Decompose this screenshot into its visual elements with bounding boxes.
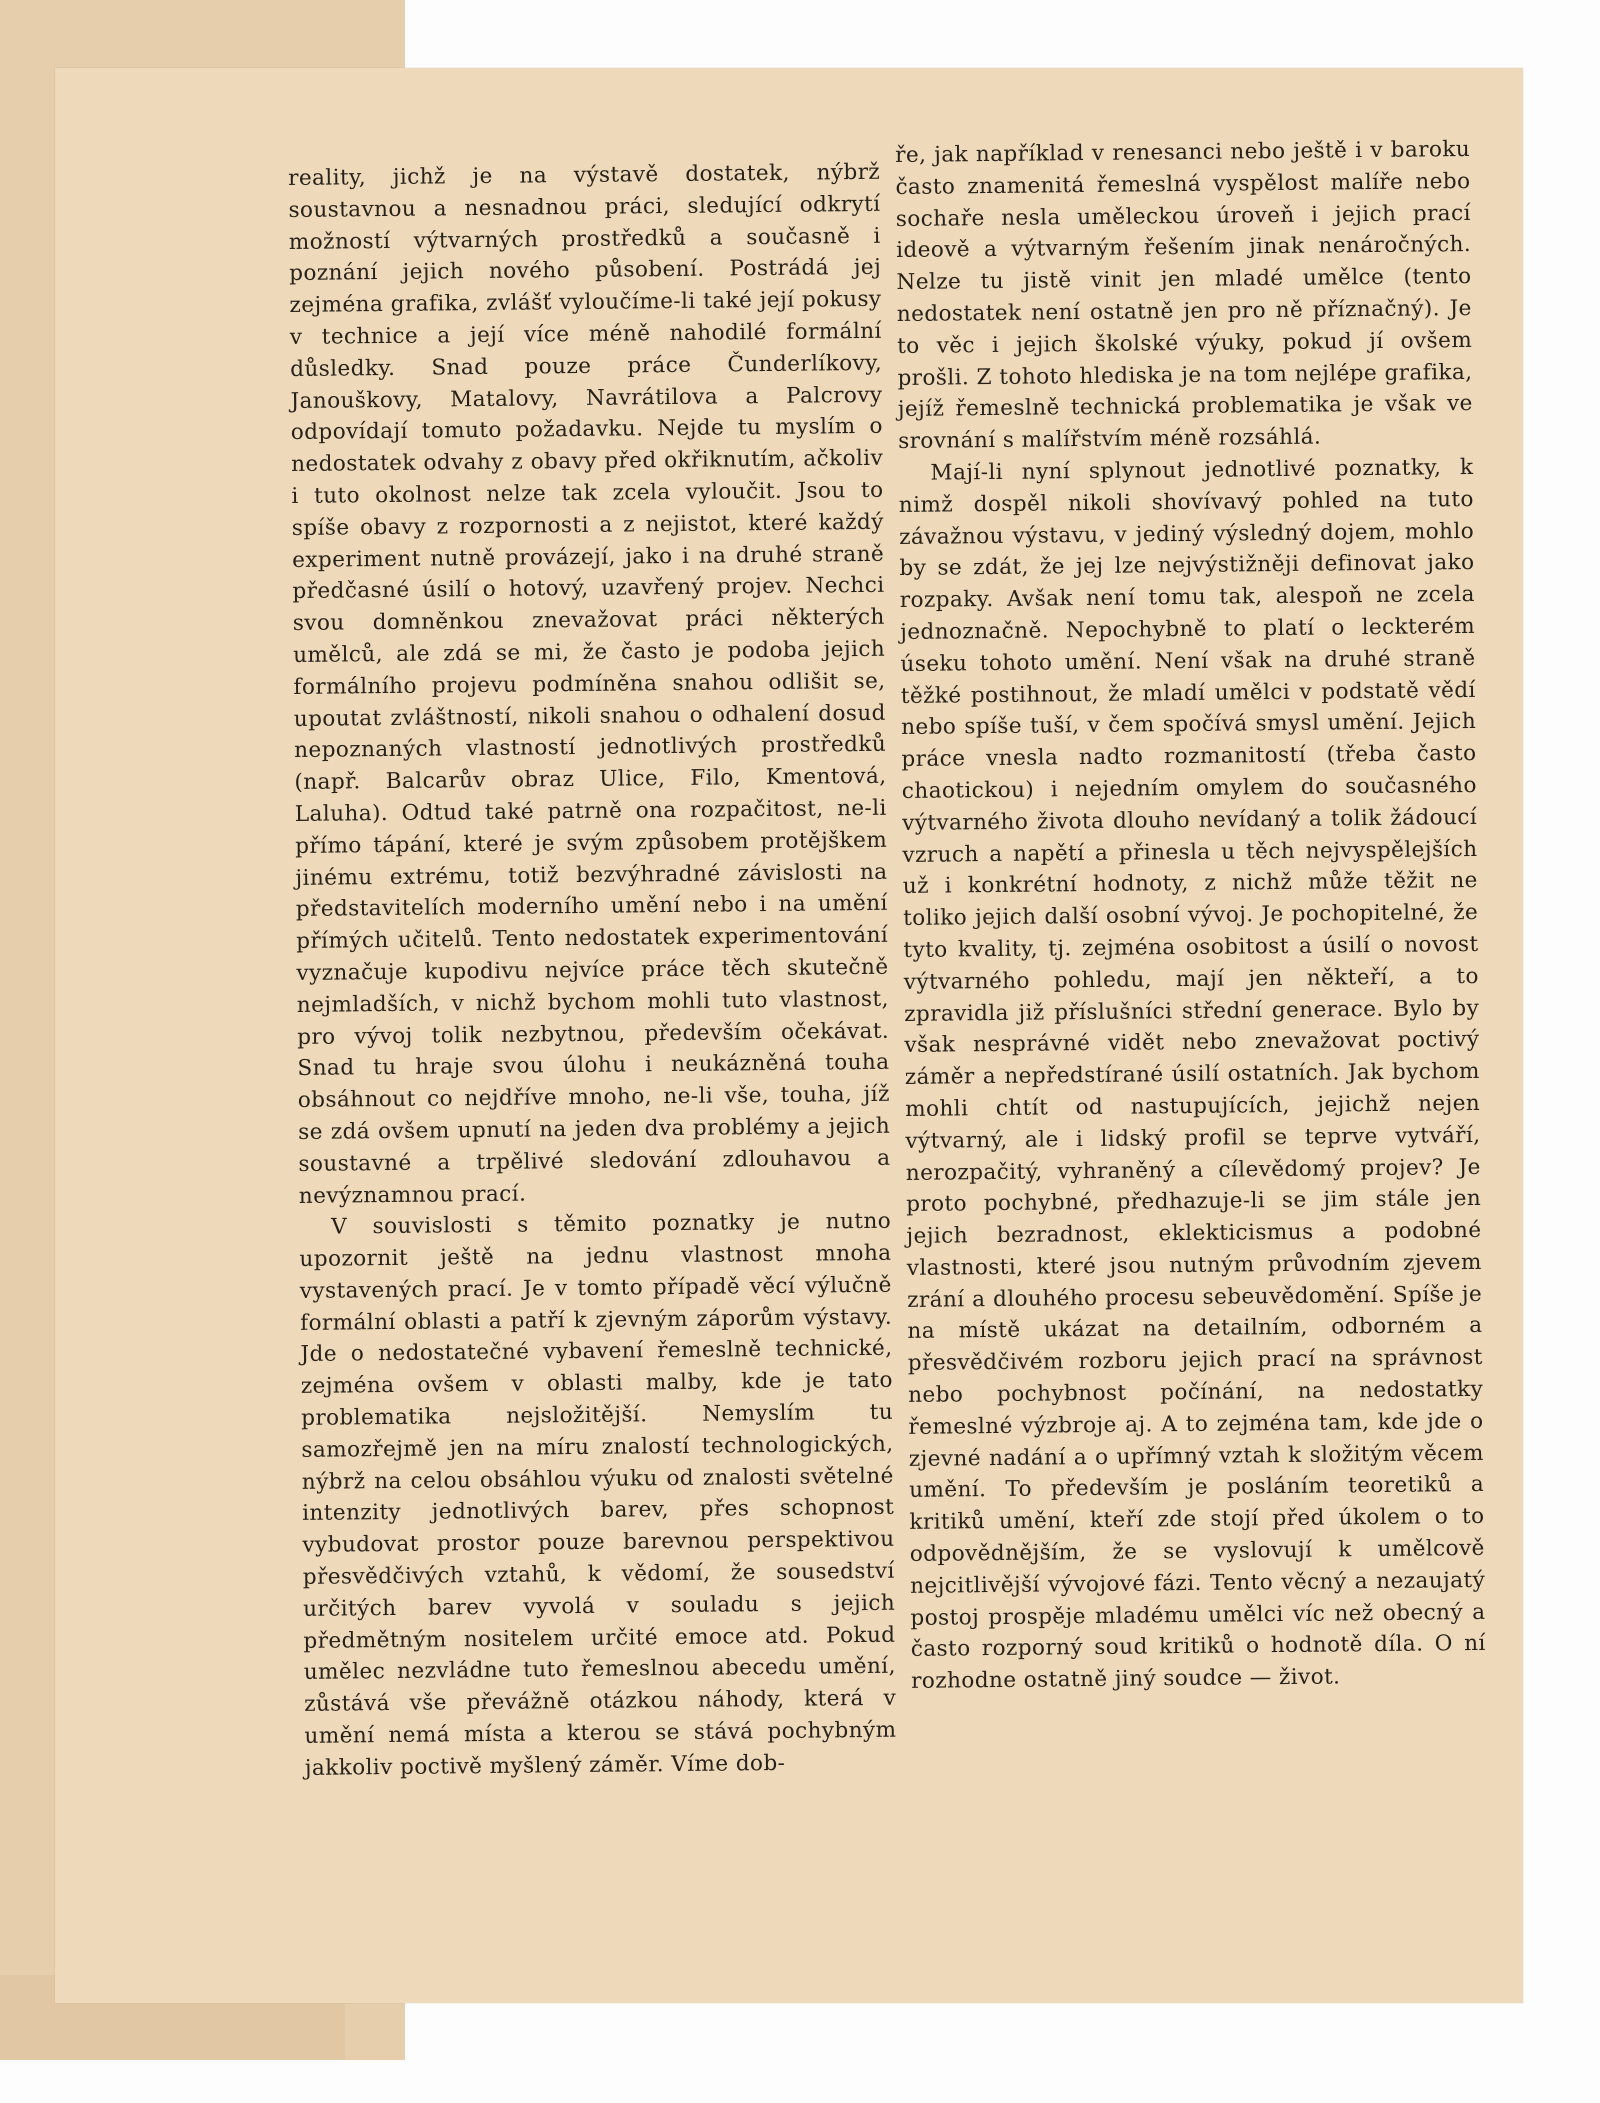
paragraph: Mají-li nyní splynout jednotlivé poznatky, k nimž dospěl nikoli shovívavý pohled na tuto závažnou výstavu, v jediný výsledný dojem, mohlo by se zdát, že jej lze nejvýstižněji definovat jako rozpaky. Avšak není tomu tak, alespoň ne zcela jednoznačně. Nepochybně to platí o leckterém úseku tohoto umění. Není však na druhé straně těžké postihnout, že mladí umělci v podstatě vědí nebo spíše tuší, v čem spočívá smysl umění. Jejich práce vnesla nadto rozmanitostí (třeba často chaotickou) i nejedním omylem do současného výtvarného života dlouho nevídaný a tolik žádoucí vzruch a napětí a přinesla u těch nejvyspělejších už i konkrétní hodnoty, z nichž může těžit ne toliko jejich další osobní vývoj. Je pochopitelné, že tyto kvality, tj. zejména osobitost a úsilí o novost výtvarného pohledu, mají jen někteří, a to zpravidla již příslušníci střední generace. Bylo by však nesprávné vidět nebo znevažovat poctivý záměr a nepředstírané úsilí ostatních. Jak bychom mohli chtít od nastupujících, jejichž nejen výtvarný, ale i lidský profil se teprve vytváří, nerozpačitý, vyhraněný a cílevědomý projev? Je proto pochybné, předhazuje-li se jim stále jen jejich bezradnost, eklekticismus a podobné vlastnosti, které jsou nutným průvodním zjevem zrání a dlouhého procesu sebeuvědomění. Spíše je na místě ukázat na detailním, odborném a přesvědčivém rozboru jejich prací na správnost nebo pochybnost počínání, na nedostatky řemeslné výzbroje aj. A to zejména tam, kde jde o zjevné nadání a o upřímný vztah k složitým věcem umění. To především je posláním teoretiků a kritiků umění, kteří zde stojí před úkolem o to odpovědnějším, že se vyslovují k umělcově nejcitlivější vývojové fázi. Tento věcný a nezaujatý postoj prospěje mladému umělci víc než obecný a často rozporný soud kritiků o hodnotě díla. O ní rozhodne ostatně jiný soudce — život. (898, 454, 1486, 1695)
paragraph: V souvislosti s těmito poznatky je nutno upozornit ještě na jednu vlastnost mnoha vystavených prací. Je v tomto případě věcí výlučně formální oblasti a patří k zjevným záporům výstavy. Jde o nedostatečné vybavení řemeslně technické, zejména ovšem v oblasti malby, kde je tato problematika nejsložitější. Nemyslím tu samozřejmě jen na míru znalostí technologických, nýbrž na celou obsáhlou výuku od znalosti světelné intenzity jednotlivých barev, přes schopnost vybudovat prostor pouze barevnou perspektivou přesvědčivých vztahů, k vědomí, že sousedství určitých barev vyvolá v souladu s jejich předmětným nositelem určité emoce atd. Pokud umělec nezvládne tuto řemeslnou abecedu umění, zůstává vše převážně otázkou náhody, která v umění nemá místa a kterou se stává pochybným jakkoliv poctivě myšlený záměr. Víme dob- (299, 1209, 897, 1781)
paragraph: ře, jak například v renesanci nebo ještě i v baroku často znamenitá řemeslná vyspělost malíře nebo sochaře nesla uměleckou úroveň i jejich prací ideově a výtvarným řešením jinak nenáročných. Nelze tu jistě vinit jen mladé umělce (tento nedostatek není ostatně jen pro ně příznačný). Je to věc i jejich školské výuky, pokud jí ovšem prošli. Z tohoto hlediska je na tom nejlépe grafika, jejíž řemeslně technická problematika je však ve srovnání s malířstvím méně rozsáhlá. (895, 136, 1473, 455)
text-column-right (895, 134, 1486, 1698)
paragraph: reality, jichž je na výstavě dostatek, nýbrž soustavnou a nesnadnou práci, sledující odkrytí možností výtvarných prostředků a současně i poznání jejich nového působení. Postrádá jej zejména grafika, zvlášť vyloučíme-li také její pokusy v technice a její více méně nahodilé formální důsledky. Snad pouze práce Čunderlíkovy, Janouškovy, Matalovy, Navrátilova a Palcrovy odpovídají tomuto požadavku. Nejde tu myslím o nedostatek odvahy z obavy před okřiknutím, ačkoliv i tuto okolnost nelze tak zcela vyloučit. Jsou to spíše obavy z rozpornosti a z nejistot, které každý experiment nutně provázejí, jako i na druhé straně předčasné úsilí o hotový, uzavřený projev. Nechci svou domněnkou znevažovat práci některých umělců, ale zdá se mi, že často je podoba jejich formálního projevu podmíněna snahou odlišit se, upoutat zvláštností, nikoli snahou o odhalení dosud nepoznaných vlastností jednotlivých prostředků (např. Balcarův obraz Ulice, Filo, Kmentová, Laluha). Odtud také patrně ona rozpačitost, ne-li přímo tápání, které je svým způsobem protějškem jinému extrému, totiž bezvýhradné závislosti na představitelích moderního umění nebo i na umění přímých učitelů. Tento nedostatek experimentování vyznačuje kupodivu nejvíce práce těch skutečně nejmladších, v nichž bychom mohli tuto vlastnost, pro vývoj tolik nezbytnou, především očekávat. Snad tu hraje svou úlohu i neukázněná touha obsáhnout co nejdříve mnoho, ne-li vše, touha, jíž se zdá ovšem upnutí na jeden dva problémy a jejich soustavné a trpělivé sledování zdlouhavou a nevýznamnou prací. (288, 159, 891, 1209)
text-column-left (288, 157, 897, 1785)
